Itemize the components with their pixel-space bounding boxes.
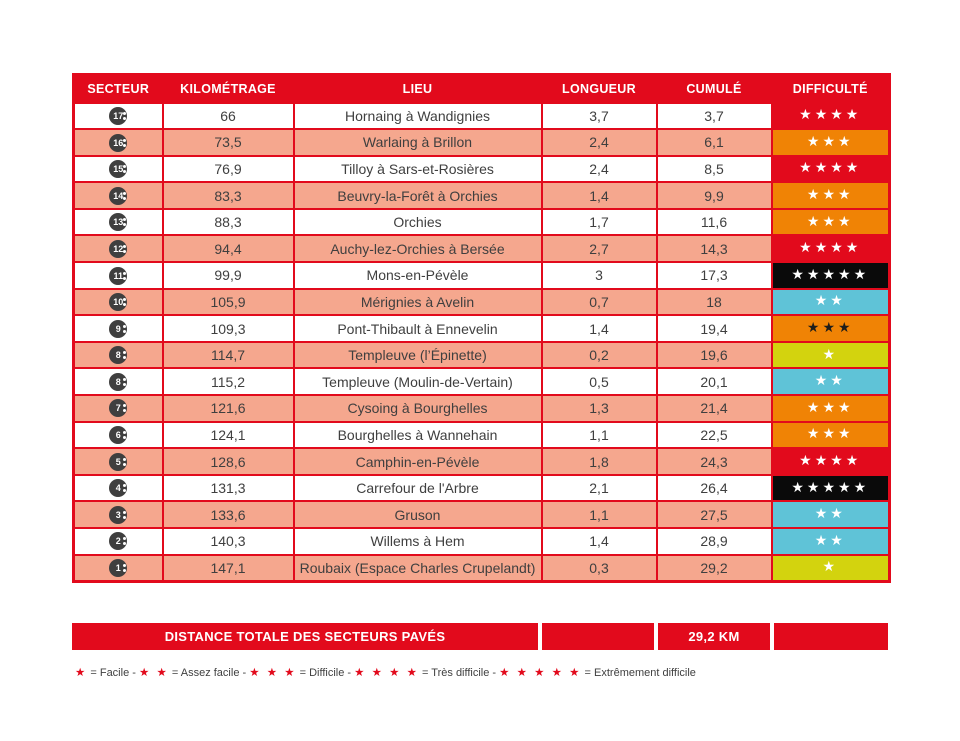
secteur-cell	[74, 262, 163, 289]
sector-badge: 7	[109, 399, 127, 417]
difficulte-cell: ★★	[772, 368, 890, 395]
kilometrage-cell: 105,9	[163, 289, 294, 316]
table-row	[74, 501, 890, 528]
table-row	[74, 209, 890, 236]
sector-badge: 5	[109, 453, 127, 471]
secteur-cell	[74, 368, 163, 395]
kilometrage-cell: 94,4	[163, 235, 294, 262]
secteur-cell	[74, 182, 163, 209]
header-longueur: LONGUEUR	[542, 75, 657, 103]
lieu-cell: Mérignies à Avelin	[294, 289, 542, 316]
sector-badge: 8	[109, 346, 127, 364]
sector-badge: 10	[109, 293, 127, 311]
longueur-cell: 2,4	[542, 156, 657, 183]
lieu-cell: Willems à Hem	[294, 528, 542, 555]
cumule-cell: 6,1	[657, 129, 772, 156]
difficulte-cell: ★★★★	[772, 103, 890, 130]
sector-badge: 15	[109, 160, 127, 178]
secteur-cell	[74, 235, 163, 262]
total-label: DISTANCE TOTALE DES SECTEURS PAVÉS	[72, 623, 538, 650]
legend-separator: -	[489, 667, 500, 679]
longueur-cell: 3,7	[542, 103, 657, 130]
lieu-cell: Auchy-lez-Orchies à Bersée	[294, 235, 542, 262]
secteur-cell	[74, 103, 163, 130]
kilometrage-cell: 140,3	[163, 528, 294, 555]
difficulte-cell: ★★★	[772, 422, 890, 449]
lieu-cell: Gruson	[294, 501, 542, 528]
legend-stars: ★ ★	[138, 667, 169, 679]
sector-badge: 8	[109, 373, 127, 391]
total-value: 29,2 KM	[658, 623, 770, 650]
table-row	[74, 395, 890, 422]
legend-label: = Très difficile	[418, 667, 490, 679]
secteur-cell	[74, 555, 163, 582]
longueur-cell: 2,1	[542, 475, 657, 502]
header-secteur: SECTEUR	[74, 75, 163, 103]
difficulte-cell: ★★★★	[772, 235, 890, 262]
sector-badge: 4	[109, 479, 127, 497]
secteur-cell	[74, 501, 163, 528]
lieu-cell: Carrefour de l'Arbre	[294, 475, 542, 502]
longueur-cell: 1,3	[542, 395, 657, 422]
lieu-cell: Beuvry-la-Forêt à Orchies	[294, 182, 542, 209]
longueur-cell: 0,5	[542, 368, 657, 395]
cumule-cell: 17,3	[657, 262, 772, 289]
lieu-cell: Pont-Thibault à Ennevelin	[294, 315, 542, 342]
kilometrage-cell: 124,1	[163, 422, 294, 449]
lieu-cell: Roubaix (Espace Charles Crupelandt)	[294, 555, 542, 582]
total-row	[72, 623, 888, 650]
sector-badge: 11	[109, 267, 127, 285]
kilometrage-cell: 114,7	[163, 342, 294, 369]
secteur-cell	[74, 315, 163, 342]
lieu-cell: Bourghelles à Wannehain	[294, 422, 542, 449]
table-row	[74, 555, 890, 582]
table-row	[74, 129, 890, 156]
sector-badge: 13	[109, 213, 127, 231]
secteur-cell	[74, 395, 163, 422]
longueur-cell: 1,1	[542, 422, 657, 449]
secteur-cell	[74, 475, 163, 502]
cumule-cell: 18	[657, 289, 772, 316]
legend-item	[75, 667, 129, 679]
secteur-cell	[74, 289, 163, 316]
difficulte-cell: ★★★★★	[772, 475, 890, 502]
kilometrage-cell: 121,6	[163, 395, 294, 422]
difficulte-cell: ★	[772, 342, 890, 369]
difficulte-cell: ★★★	[772, 395, 890, 422]
table-row	[74, 475, 890, 502]
kilometrage-cell: 147,1	[163, 555, 294, 582]
cumule-cell: 19,6	[657, 342, 772, 369]
header-kilometrage: KILOMÉTRAGE	[163, 75, 294, 103]
longueur-cell: 3	[542, 262, 657, 289]
longueur-cell: 2,4	[542, 129, 657, 156]
kilometrage-cell: 131,3	[163, 475, 294, 502]
cumule-cell: 26,4	[657, 475, 772, 502]
kilometrage-cell: 83,3	[163, 182, 294, 209]
lieu-cell: Templeuve (Moulin-de-Vertain)	[294, 368, 542, 395]
difficulte-cell: ★★★	[772, 129, 890, 156]
table-row	[74, 342, 890, 369]
legend-label: = Assez facile	[168, 667, 240, 679]
kilometrage-cell: 109,3	[163, 315, 294, 342]
kilometrage-cell: 88,3	[163, 209, 294, 236]
longueur-cell: 1,4	[542, 315, 657, 342]
cumule-cell: 22,5	[657, 422, 772, 449]
legend-label: = Facile	[87, 667, 130, 679]
kilometrage-cell: 128,6	[163, 448, 294, 475]
sector-badge: 12	[109, 240, 127, 258]
kilometrage-cell: 133,6	[163, 501, 294, 528]
header-lieu: LIEU	[294, 75, 542, 103]
lieu-cell: Tilloy à Sars-et-Rosières	[294, 156, 542, 183]
longueur-cell: 1,7	[542, 209, 657, 236]
cumule-cell: 21,4	[657, 395, 772, 422]
kilometrage-cell: 66	[163, 103, 294, 130]
sector-badge: 3	[109, 506, 127, 524]
kilometrage-cell: 115,2	[163, 368, 294, 395]
legend-label: = Difficile	[296, 667, 345, 679]
table-row	[74, 235, 890, 262]
table-row	[74, 368, 890, 395]
legend-separator: -	[129, 667, 139, 679]
total-longueur-empty-cell	[542, 623, 654, 650]
difficulte-cell: ★★★★★	[772, 262, 890, 289]
table-row	[74, 156, 890, 183]
cumule-cell: 24,3	[657, 448, 772, 475]
table-row	[74, 422, 890, 449]
difficulty-legend	[75, 665, 696, 679]
cumule-cell: 11,6	[657, 209, 772, 236]
cumule-cell: 28,9	[657, 528, 772, 555]
sector-badge: 17	[109, 107, 127, 125]
table-row	[74, 289, 890, 316]
legend-stars: ★ ★ ★	[249, 667, 297, 679]
sectors-table	[72, 73, 891, 583]
secteur-cell	[74, 342, 163, 369]
longueur-cell: 1,8	[542, 448, 657, 475]
legend-item	[499, 667, 696, 679]
difficulte-cell: ★★★★	[772, 448, 890, 475]
legend-label: = Extrêmement difficile	[581, 667, 696, 679]
cumule-cell: 14,3	[657, 235, 772, 262]
lieu-cell: Warlaing à Brillon	[294, 129, 542, 156]
cumule-cell: 19,4	[657, 315, 772, 342]
lieu-cell: Camphin-en-Pévèle	[294, 448, 542, 475]
longueur-cell: 0,3	[542, 555, 657, 582]
cumule-cell: 8,5	[657, 156, 772, 183]
table-header-row	[74, 75, 890, 103]
difficulte-cell: ★★★	[772, 209, 890, 236]
legend-stars: ★	[75, 667, 88, 679]
legend-separator: -	[239, 667, 250, 679]
longueur-cell: 0,7	[542, 289, 657, 316]
cumule-cell: 3,7	[657, 103, 772, 130]
lieu-cell: Orchies	[294, 209, 542, 236]
cumule-cell: 29,2	[657, 555, 772, 582]
table-row	[74, 262, 890, 289]
secteur-cell	[74, 422, 163, 449]
difficulte-cell: ★★★★	[772, 156, 890, 183]
sector-badge: 14	[109, 187, 127, 205]
kilometrage-cell: 73,5	[163, 129, 294, 156]
sector-badge: 1	[109, 559, 127, 577]
legend-item	[354, 667, 489, 679]
legend-item	[249, 667, 344, 679]
lieu-cell: Mons-en-Pévèle	[294, 262, 542, 289]
legend-separator: -	[344, 667, 355, 679]
table-row	[74, 448, 890, 475]
difficulte-cell: ★★	[772, 289, 890, 316]
total-difficulte-empty-cell	[774, 623, 888, 650]
legend-stars: ★ ★ ★ ★ ★	[499, 667, 582, 679]
secteur-cell	[74, 448, 163, 475]
longueur-cell: 2,7	[542, 235, 657, 262]
kilometrage-cell: 99,9	[163, 262, 294, 289]
kilometrage-cell: 76,9	[163, 156, 294, 183]
secteur-cell	[74, 129, 163, 156]
sector-badge: 9	[109, 320, 127, 338]
cumule-cell: 9,9	[657, 182, 772, 209]
sector-badge: 2	[109, 532, 127, 550]
sector-badge: 16	[109, 134, 127, 152]
longueur-cell: 1,4	[542, 182, 657, 209]
longueur-cell: 1,4	[542, 528, 657, 555]
difficulte-cell: ★★	[772, 528, 890, 555]
cumule-cell: 27,5	[657, 501, 772, 528]
table-row	[74, 315, 890, 342]
difficulte-cell: ★	[772, 555, 890, 582]
difficulte-cell: ★★★	[772, 182, 890, 209]
longueur-cell: 0,2	[542, 342, 657, 369]
header-cumule: CUMULÉ	[657, 75, 772, 103]
table-row	[74, 103, 890, 130]
lieu-cell: Hornaing à Wandignies	[294, 103, 542, 130]
sector-badge: 6	[109, 426, 127, 444]
table-row	[74, 528, 890, 555]
difficulte-cell: ★★★	[772, 315, 890, 342]
lieu-cell: Cysoing à Bourghelles	[294, 395, 542, 422]
legend-stars: ★ ★ ★ ★	[354, 667, 419, 679]
secteur-cell	[74, 156, 163, 183]
secteur-cell	[74, 209, 163, 236]
secteur-cell	[74, 528, 163, 555]
legend-item	[139, 667, 239, 679]
difficulte-cell: ★★	[772, 501, 890, 528]
longueur-cell: 1,1	[542, 501, 657, 528]
table-row	[74, 182, 890, 209]
lieu-cell: Templeuve (l’Épinette)	[294, 342, 542, 369]
cumule-cell: 20,1	[657, 368, 772, 395]
header-difficulte: DIFFICULTÉ	[772, 75, 890, 103]
